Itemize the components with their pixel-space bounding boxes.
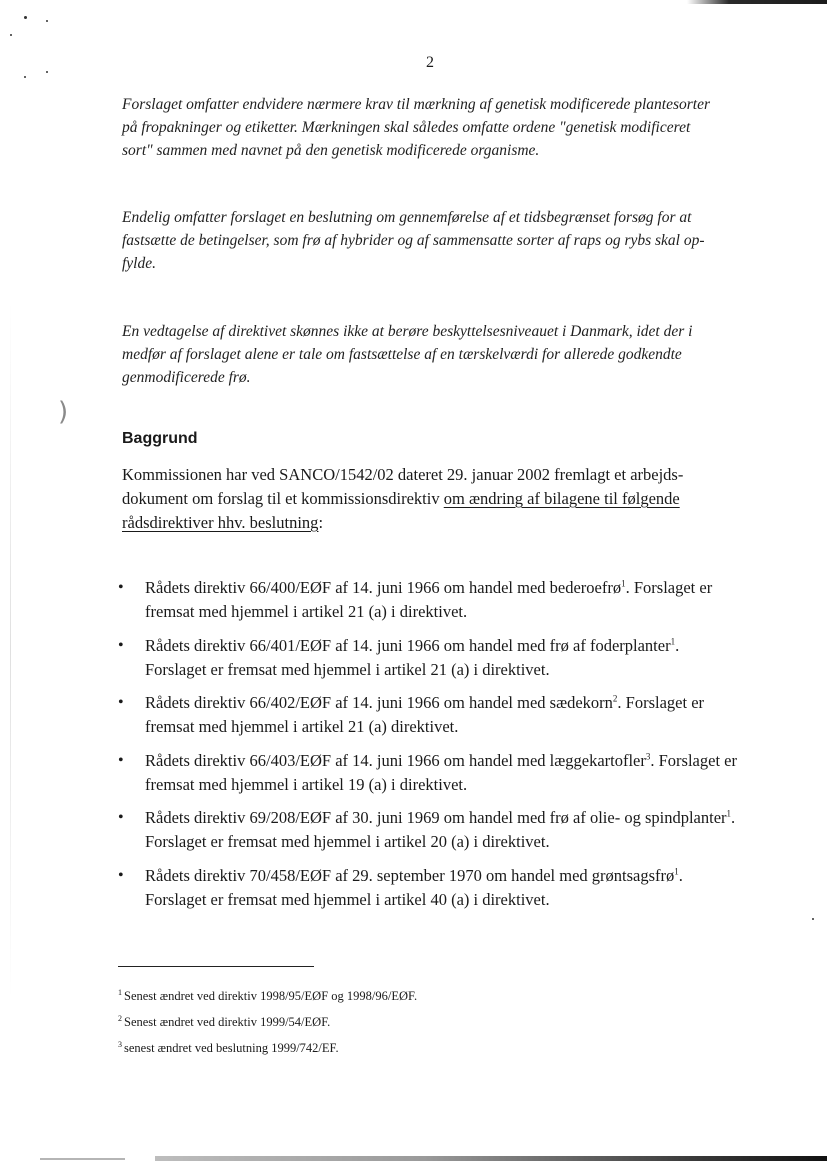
scan-speck <box>24 76 26 78</box>
footnote-text: Senest ændret ved direktiv 1998/95/EØF og 1998/96/EØF. <box>124 989 418 1003</box>
scan-edge-top <box>687 0 827 4</box>
scan-speck <box>46 20 48 22</box>
paragraph-line: fylde. <box>122 255 156 272</box>
paragraph-protection-level <box>122 320 742 389</box>
footnote <box>118 1014 738 1031</box>
footnote-divider <box>118 966 314 967</box>
footnote-text: Senest ændret ved direktiv 1999/54/EØF. <box>124 1015 331 1029</box>
footnote-reference: 1 <box>726 808 732 819</box>
intro-tail-text: : <box>318 513 324 532</box>
scan-edge-bottom <box>155 1156 827 1161</box>
directive-tail: . Forslaget er fremsat med hjemmel i artikel 21 (a) direktivet. <box>145 693 705 736</box>
background-intro <box>122 463 734 535</box>
footnote <box>118 1040 738 1057</box>
directive-tail: . Forslaget er fremsat med hjemmel i artikel 40 (a) i direktivet. <box>145 865 683 909</box>
footnote-list <box>118 988 738 1066</box>
footnote-reference: 2 <box>612 693 618 704</box>
list-item <box>118 749 738 797</box>
directive-tail: . Forslaget er fremsat med hjemmel i artikel 21 (a) i direktivet. <box>145 635 680 679</box>
bullet-icon: • <box>118 866 124 884</box>
paragraph-line: Endelig omfatter forslaget en beslutning om gennemførelse af et tidsbegrænset forsøg for at <box>122 209 692 226</box>
bullet-icon: • <box>118 809 124 826</box>
footnote-reference: 3 <box>645 751 651 761</box>
directive-text: Rådets direktiv 66/402/EØF af 14. juni 1966 om handel med sædekorn <box>145 693 613 712</box>
footnote-marker: 3 <box>118 1039 122 1049</box>
intro-lead-text: Kommissionen har ved SANCO/1542/02 dateret 29. januar 2002 fremlagt et arbejds-dokument om forslag til et kommissionsdirektiv <box>122 465 684 508</box>
list-item <box>118 864 738 912</box>
bullet-icon: • <box>118 579 124 596</box>
directive-text: Rådets direktiv 66/403/EØF af 14. juni 1966 om handel med læggekartofler <box>145 750 646 770</box>
bullet-icon: • <box>118 636 124 654</box>
directive-text: Rådets direktiv 69/208/EØF af 30. juni 1969 om handel med frø af olie- og spindplanter <box>145 808 727 827</box>
paragraph-line: fastsætte de betingelser, som frø af hybrider og af sammensatte sorter af raps og rybs skal op- <box>122 232 705 249</box>
directive-tail: . Forslaget er fremsat med hjemmel i artikel 21 (a) i direktivet. <box>145 578 713 621</box>
intro-underlined-text: om ændring af bilagene til følgende rådsdirektiver hhv. beslutning <box>122 489 680 532</box>
footnote-reference: 1 <box>621 578 626 589</box>
paragraph-line: sort" sammen med navnet på den genetisk modificerede organisme. <box>122 142 540 159</box>
footnote-marker: 1 <box>118 987 122 997</box>
paragraph-line: medfør af forslaget alene er tale om fastsættelse af en tærskelværdi for allerede godkendte <box>122 346 682 363</box>
paragraph-line: på fropakninger og etiketter. Mærkningen skal således omfatte ordene "genetisk modificeret <box>122 119 691 136</box>
list-item <box>118 691 738 739</box>
footnote-reference: 1 <box>674 866 679 876</box>
scan-edge-bottom-left <box>40 1158 125 1160</box>
scan-speck <box>812 918 814 920</box>
list-item <box>118 806 738 854</box>
directive-tail: . Forslaget er fremsat med hjemmel i artikel 19 (a) i direktivet. <box>145 750 737 794</box>
footnote <box>118 988 738 1005</box>
directive-text: Rådets direktiv 66/400/EØF af 14. juni 1966 om handel med bederoefrø <box>145 578 622 597</box>
page-number: 2 <box>426 54 434 71</box>
directive-text: Rådets direktiv 66/401/EØF af 14. juni 1966 om handel med frø af foderplanter <box>145 635 671 655</box>
paragraph-temporary-trial <box>122 206 742 275</box>
directive-list <box>118 576 738 921</box>
directive-tail: . Forslaget er fremsat med hjemmel i artikel 20 (a) i direktivet. <box>145 808 736 851</box>
list-item <box>118 634 738 682</box>
footnote-reference: 1 <box>670 636 676 646</box>
scan-margin-line <box>10 300 11 1000</box>
bullet-icon: • <box>118 751 124 769</box>
scan-speck <box>24 16 27 19</box>
footnote-marker: 2 <box>118 1013 122 1023</box>
punch-hole-mark: ) <box>58 397 69 427</box>
paragraph-line: Forslaget omfatter endvidere nærmere krav til mærkning af genetisk modificerede plantesorter <box>122 96 711 113</box>
scan-speck <box>10 34 12 36</box>
section-heading: Baggrund <box>122 430 198 447</box>
bullet-icon: • <box>118 694 124 711</box>
paragraph-labeling-requirements <box>122 93 742 162</box>
list-item <box>118 576 738 624</box>
footnote-text: senest ændret ved beslutning 1999/742/EF. <box>124 1041 339 1055</box>
directive-text: Rådets direktiv 70/458/EØF af 29. september 1970 om handel med grøntsagsfrø <box>145 865 675 885</box>
paragraph-line: genmodificerede frø. <box>122 369 251 386</box>
paragraph-line: En vedtagelse af direktivet skønnes ikke at berøre beskyttelsesniveauet i Danmark, idet der i <box>122 323 693 340</box>
